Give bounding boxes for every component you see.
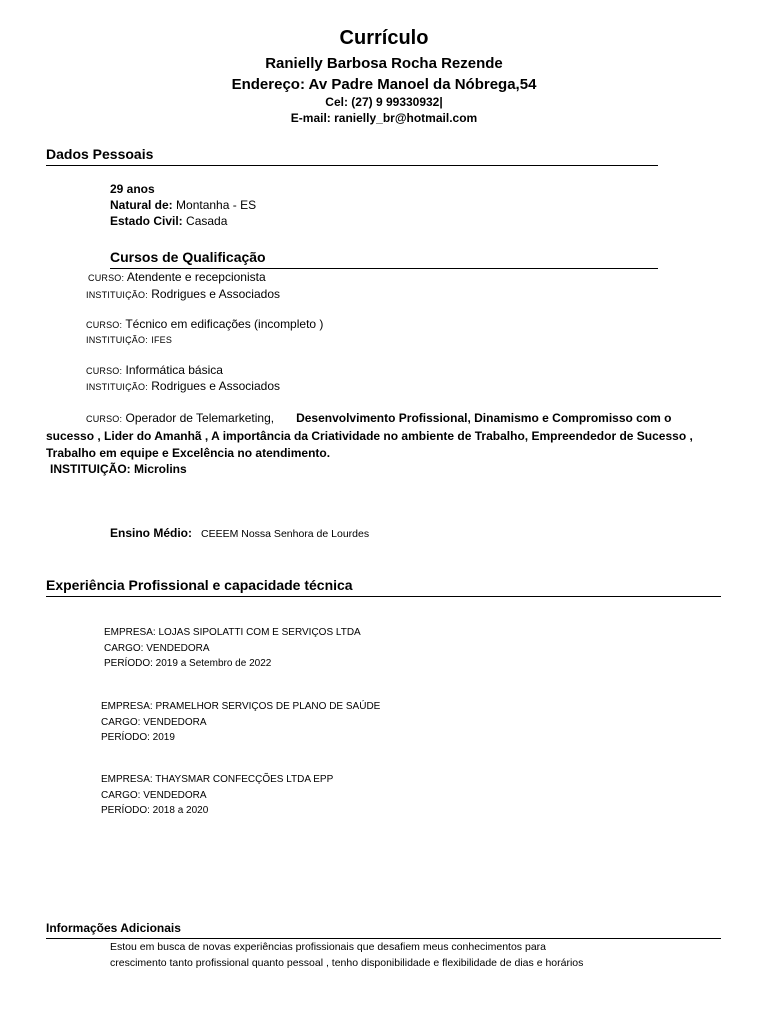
marital-value: Casada <box>186 214 228 228</box>
course-item <box>86 363 223 377</box>
section-heading-courses: Cursos de Qualificação <box>110 249 266 265</box>
job-role: CARGO: VENDEDORA <box>101 789 207 801</box>
education-label: Ensino Médio: <box>110 526 192 540</box>
institution-name: Rodrigues e Associados <box>151 379 280 393</box>
course-label: CURSO: <box>86 366 123 376</box>
job-entry <box>101 699 380 746</box>
course-paragraph <box>46 410 706 462</box>
job-period: PERÍODO: 2019 <box>101 732 175 743</box>
institution-label: INSTITUIÇÃO: <box>86 382 148 392</box>
job-role: CARGO: VENDEDORA <box>101 716 207 728</box>
course-name: Informática básica <box>125 363 223 377</box>
course-name: Operador de Telemarketing, <box>125 411 275 425</box>
course-label: CURSO: <box>86 320 123 330</box>
job-company: EMPRESA: THAYSMAR CONFECÇÕES LTDA EPP <box>101 774 334 785</box>
course-paragraph-line <box>46 410 706 428</box>
job-entry <box>101 772 333 819</box>
personal-age: 29 anos <box>110 182 155 196</box>
institution-name: Rodrigues e Associados <box>151 287 280 301</box>
marital-label: Estado Civil: <box>110 214 183 228</box>
job-company: EMPRESA: LOJAS SIPOLATTI COM E SERVIÇOS LTDA <box>104 627 361 638</box>
birthplace-label: Natural de: <box>110 198 173 212</box>
section-divider <box>46 165 658 166</box>
course-label: CURSO: <box>86 414 123 424</box>
institution-label: INSTITUIÇÃO: <box>86 290 148 300</box>
additional-text <box>110 939 583 971</box>
job-period: PERÍODO: 2019 a Setembro de 2022 <box>104 658 272 669</box>
course-label: CURSO: <box>88 273 125 283</box>
course-institution <box>86 332 172 346</box>
candidate-name: Ranielly Barbosa Rocha Rezende <box>265 55 503 72</box>
course-institution <box>86 379 280 393</box>
section-divider <box>46 596 721 597</box>
additional-text-line: Estou em busca de novas experiências profissionais que desafiem meus conhecimentos para <box>110 941 546 953</box>
course-institution: INSTITUIÇÃO: Microlins <box>50 462 187 476</box>
job-company: EMPRESA: PRAMELHOR SERVIÇOS DE PLANO DE SAÚDE <box>101 701 381 712</box>
job-entry <box>104 625 361 672</box>
resume-title: Currículo <box>339 27 429 49</box>
course-name: Atendente e recepcionista <box>126 270 266 284</box>
course-topics: Desenvolvimento Profissional, Dinamismo e Compromisso com o <box>296 411 672 425</box>
institution-label: INSTITUIÇÃO: <box>86 335 148 345</box>
section-heading-personal: Dados Pessoais <box>46 146 154 162</box>
job-period: PERÍODO: 2018 a 2020 <box>101 805 209 816</box>
section-divider <box>110 268 658 269</box>
section-heading-experience: Experiência Profissional e capacidade técnica <box>46 577 353 593</box>
candidate-address: Endereço: Av Padre Manoel da Nóbrega,54 <box>231 76 537 93</box>
section-heading-additional: Informações Adicionais <box>46 921 181 935</box>
course-item <box>88 270 266 284</box>
course-paragraph-line: Trabalho em equipe e Excelência no atendimento. <box>46 446 331 460</box>
personal-birthplace <box>110 198 256 212</box>
personal-marital-status <box>110 214 227 228</box>
course-paragraph-line: sucesso , Lider do Amanhã , A importância da Criatividade no ambiente de Trabalho, Empreendedor de Sucesso , <box>46 429 693 443</box>
birthplace-value: Montanha - ES <box>176 198 257 212</box>
course-name: Técnico em edificações (incompleto ) <box>125 317 324 331</box>
course-institution <box>86 287 280 301</box>
candidate-email: E-mail: ranielly_br@hotmail.com <box>290 111 478 125</box>
institution-name: IFES <box>151 335 173 345</box>
job-role: CARGO: VENDEDORA <box>104 642 210 654</box>
course-item <box>86 317 323 331</box>
candidate-phone: Cel: (27) 9 99330932| <box>325 95 443 109</box>
additional-text-line: crescimento tanto profissional quanto pessoal , tenho disponibilidade e flexibilidade de dias e horários <box>110 957 584 969</box>
education-school: CEEEM Nossa Senhora de Lourdes <box>201 528 370 540</box>
